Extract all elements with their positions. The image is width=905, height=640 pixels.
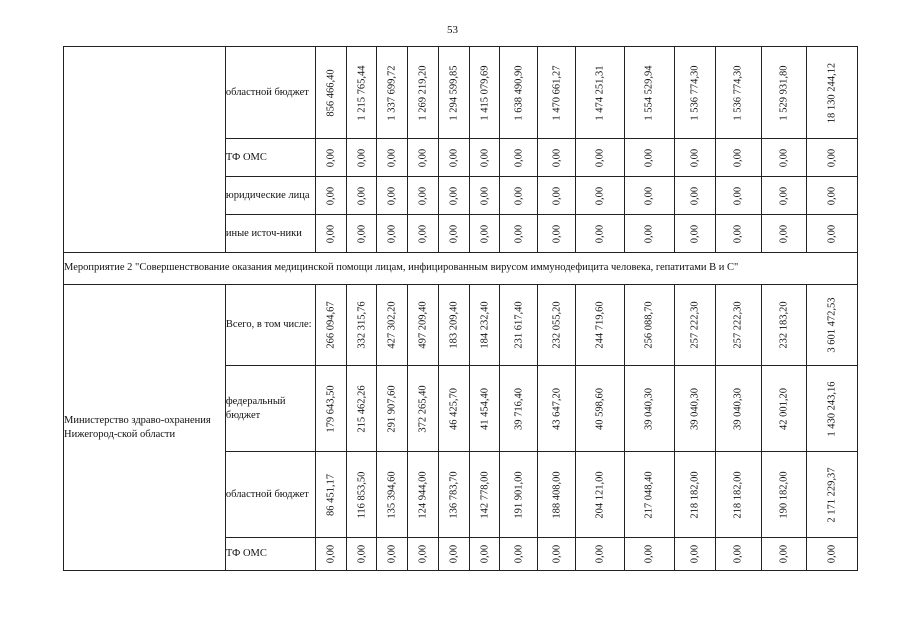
amount-value: 0,00 (356, 186, 368, 205)
amount-cell (346, 215, 377, 253)
amount-value: 135 394,60 (386, 470, 398, 519)
amount-value: 1 536 774,30 (689, 64, 701, 121)
funding-source-cell: областной бюджет (225, 452, 315, 538)
funding-source-cell: федеральный бюджет (225, 366, 315, 452)
amount-value: 0,00 (417, 148, 429, 167)
amount-cell (438, 177, 469, 215)
amount-cell (469, 177, 500, 215)
amount-cell (500, 452, 538, 538)
amount-cell (806, 366, 857, 452)
amount-cell (316, 452, 347, 538)
amount-value: 257 222,30 (732, 301, 744, 349)
amount-cell (538, 285, 576, 366)
amount-value: 0,00 (417, 544, 429, 564)
amount-cell (500, 177, 538, 215)
funding-source-cell: Всего, в том числе: (225, 285, 315, 366)
amount-cell (408, 285, 439, 366)
amount-value: 0,00 (325, 186, 337, 205)
amount-value: 0,00 (778, 224, 790, 243)
amount-value: 188 408,00 (551, 470, 563, 519)
amount-value: 136 783,70 (448, 470, 460, 519)
amount-value: 0,00 (417, 224, 429, 243)
amount-cell (438, 47, 469, 139)
amount-value: 1 430 243,16 (826, 380, 838, 437)
amount-cell (715, 538, 761, 571)
amount-value: 0,00 (325, 544, 337, 564)
amount-cell (761, 139, 806, 177)
amount-cell (500, 285, 538, 366)
amount-cell (408, 538, 439, 571)
amount-cell (469, 538, 500, 571)
amount-value: 1 294 599,85 (448, 64, 460, 121)
amount-value: 42 001,20 (778, 387, 790, 430)
amount-cell (674, 47, 715, 139)
amount-value: 0,00 (513, 186, 525, 205)
amount-cell (576, 177, 625, 215)
amount-cell (408, 47, 439, 139)
amount-value: 3 601 472,53 (826, 297, 838, 353)
amount-value: 39 040,30 (643, 387, 655, 430)
amount-value: 39 716,40 (513, 387, 525, 430)
amount-cell (438, 215, 469, 253)
amount-value: 0,00 (386, 544, 398, 564)
amount-cell (469, 285, 500, 366)
amount-value: 0,00 (643, 148, 655, 167)
amount-value: 256 088,70 (643, 301, 655, 349)
amount-value: 0,00 (479, 186, 491, 205)
amount-value: 0,00 (356, 544, 368, 564)
amount-value: 0,00 (551, 544, 563, 564)
amount-cell (316, 215, 347, 253)
amount-value: 0,00 (386, 148, 398, 167)
amount-cell (408, 139, 439, 177)
amount-value: 291 907,60 (386, 384, 398, 433)
amount-cell (500, 139, 538, 177)
amount-cell (715, 47, 761, 139)
amount-cell (806, 139, 857, 177)
amount-value: 1 638 490,90 (513, 64, 525, 121)
amount-value: 183 209,40 (448, 301, 460, 349)
amount-value: 0,00 (594, 186, 606, 205)
amount-value: 1 529 931,80 (778, 64, 790, 121)
amount-cell (408, 177, 439, 215)
amount-value: 46 425,70 (448, 387, 460, 430)
amount-value: 0,00 (551, 224, 563, 243)
amount-cell (438, 452, 469, 538)
amount-cell (500, 215, 538, 253)
amount-cell (538, 47, 576, 139)
amount-value: 0,00 (386, 186, 398, 205)
amount-cell (408, 215, 439, 253)
amount-cell (408, 452, 439, 538)
amount-value: 0,00 (325, 224, 337, 243)
amount-value: 0,00 (732, 544, 744, 564)
amount-cell (674, 452, 715, 538)
amount-cell (674, 285, 715, 366)
amount-value: 43 647,20 (551, 387, 563, 430)
amount-value: 0,00 (513, 544, 525, 564)
amount-cell (438, 538, 469, 571)
amount-value: 0,00 (826, 148, 838, 167)
amount-cell (715, 139, 761, 177)
amount-value: 0,00 (479, 544, 491, 564)
amount-cell (377, 215, 408, 253)
amount-cell (576, 215, 625, 253)
amount-cell (576, 366, 625, 452)
amount-value: 0,00 (448, 544, 460, 564)
amount-cell (377, 47, 408, 139)
amount-cell (346, 538, 377, 571)
amount-value: 0,00 (448, 186, 460, 205)
amount-cell (715, 285, 761, 366)
amount-value: 0,00 (356, 148, 368, 167)
budget-table (63, 46, 858, 571)
funding-source-cell: юридические лица (225, 177, 315, 215)
amount-value: 231 617,40 (513, 301, 525, 349)
amount-value: 0,00 (826, 224, 838, 243)
page-number: 53 (447, 24, 458, 36)
amount-cell (715, 177, 761, 215)
amount-cell (625, 538, 674, 571)
amount-cell (538, 366, 576, 452)
amount-value: 0,00 (594, 544, 606, 564)
amount-value: 0,00 (826, 186, 838, 205)
amount-value: 142 778,00 (479, 470, 491, 519)
amount-cell (576, 47, 625, 139)
amount-cell (625, 215, 674, 253)
amount-value: 1 474 251,31 (594, 64, 606, 121)
amount-cell (674, 215, 715, 253)
amount-value: 0,00 (448, 148, 460, 167)
amount-cell (408, 366, 439, 452)
amount-cell (625, 177, 674, 215)
amount-value: 191 901,00 (513, 470, 525, 519)
amount-cell (316, 366, 347, 452)
amount-value: 0,00 (778, 544, 790, 564)
funding-source-cell: иные источ-ники (225, 215, 315, 253)
amount-cell (806, 215, 857, 253)
amount-value: 1 536 774,30 (732, 64, 744, 121)
event-row (64, 253, 858, 285)
amount-cell (576, 452, 625, 538)
amount-value: 0,00 (594, 148, 606, 167)
amount-cell (625, 47, 674, 139)
amount-value: 18 130 244,12 (826, 62, 838, 123)
amount-value: 0,00 (643, 544, 655, 564)
amount-cell (674, 538, 715, 571)
amount-cell (715, 366, 761, 452)
amount-value: 0,00 (689, 544, 701, 564)
amount-value: 1 415 079,69 (479, 64, 491, 121)
amount-cell (500, 538, 538, 571)
amount-cell (761, 177, 806, 215)
amount-cell (316, 47, 347, 139)
amount-value: 1 337 699,72 (386, 64, 398, 121)
amount-cell (761, 285, 806, 366)
amount-value: 0,00 (386, 224, 398, 243)
amount-cell (346, 366, 377, 452)
amount-cell (346, 139, 377, 177)
amount-value: 0,00 (513, 224, 525, 243)
amount-value: 204 121,00 (594, 470, 606, 519)
funding-source-cell: ТФ ОМС (225, 538, 315, 571)
amount-cell (377, 285, 408, 366)
table-row (64, 47, 858, 139)
responsible-executor-cell: Министерство здраво-охранения Нижегород-ской области (64, 285, 226, 571)
amount-value: 40 598,60 (594, 387, 606, 430)
amount-value: 179 643,50 (325, 384, 337, 433)
amount-cell (469, 139, 500, 177)
amount-value: 244 719,60 (594, 301, 606, 349)
amount-cell (346, 285, 377, 366)
amount-value: 1 470 661,27 (551, 64, 563, 121)
amount-cell (761, 452, 806, 538)
amount-value: 0,00 (778, 148, 790, 167)
amount-cell (625, 285, 674, 366)
amount-value: 1 554 529,94 (643, 64, 655, 121)
amount-cell (346, 452, 377, 538)
amount-cell (316, 538, 347, 571)
amount-value: 0,00 (594, 224, 606, 243)
amount-value: 2 171 229,37 (826, 466, 838, 523)
amount-cell (438, 366, 469, 452)
amount-cell (500, 366, 538, 452)
amount-cell (538, 215, 576, 253)
responsible-executor-cell (64, 47, 226, 253)
amount-value: 497 209,40 (417, 301, 429, 349)
amount-value: 0,00 (325, 148, 337, 167)
amount-cell (377, 538, 408, 571)
amount-value: 0,00 (826, 544, 838, 564)
amount-cell (438, 139, 469, 177)
amount-cell (625, 366, 674, 452)
amount-cell (576, 285, 625, 366)
table-row (64, 285, 858, 366)
amount-value: 0,00 (778, 186, 790, 205)
amount-value: 0,00 (417, 186, 429, 205)
amount-value: 0,00 (643, 186, 655, 205)
amount-value: 0,00 (732, 224, 744, 243)
amount-cell (469, 452, 500, 538)
amount-cell (316, 177, 347, 215)
amount-value: 190 182,00 (778, 470, 790, 519)
amount-value: 427 302,20 (386, 301, 398, 349)
amount-value: 0,00 (732, 186, 744, 205)
amount-value: 116 853,50 (356, 471, 368, 518)
amount-cell (806, 177, 857, 215)
amount-cell (469, 47, 500, 139)
amount-value: 39 040,30 (689, 387, 701, 430)
amount-cell (625, 139, 674, 177)
amount-cell (538, 452, 576, 538)
amount-value: 0,00 (513, 148, 525, 167)
amount-cell (761, 47, 806, 139)
amount-cell (761, 366, 806, 452)
amount-value: 0,00 (356, 224, 368, 243)
amount-value: 372 265,40 (417, 384, 429, 433)
amount-value: 0,00 (479, 224, 491, 243)
event-title: Мероприятие 2 "Совершенствование оказания медицинской помощи лицам, инфицированным вирусом иммунодефицита человека, гепатитами В и С" (64, 253, 858, 285)
amount-value: 124 944,00 (417, 470, 429, 519)
amount-cell (538, 538, 576, 571)
amount-value: 0,00 (643, 224, 655, 243)
amount-cell (806, 452, 857, 538)
amount-cell (538, 177, 576, 215)
amount-value: 856 466,40 (325, 68, 337, 117)
funding-source-cell: областной бюджет (225, 47, 315, 139)
amount-value: 0,00 (689, 186, 701, 205)
amount-value: 39 040,30 (732, 387, 744, 430)
amount-value: 0,00 (689, 148, 701, 167)
amount-value: 184 232,40 (479, 301, 491, 349)
amount-cell (346, 177, 377, 215)
amount-cell (674, 366, 715, 452)
amount-value: 1 215 765,44 (356, 64, 368, 121)
amount-cell (761, 215, 806, 253)
amount-cell (316, 285, 347, 366)
amount-cell (715, 452, 761, 538)
amount-cell (576, 538, 625, 571)
amount-value: 0,00 (689, 224, 701, 243)
amount-cell (469, 215, 500, 253)
amount-cell (674, 177, 715, 215)
amount-cell (377, 366, 408, 452)
funding-source-cell: ТФ ОМС (225, 139, 315, 177)
amount-cell (538, 139, 576, 177)
amount-cell (576, 139, 625, 177)
amount-value: 332 315,76 (356, 301, 368, 349)
amount-cell (625, 452, 674, 538)
amount-value: 0,00 (479, 148, 491, 167)
amount-cell (316, 139, 347, 177)
amount-value: 1 269 219,20 (417, 64, 429, 121)
amount-value: 0,00 (448, 224, 460, 243)
amount-value: 86 451,17 (325, 473, 337, 516)
amount-value: 266 094,67 (325, 301, 337, 349)
amount-cell (377, 177, 408, 215)
amount-value: 217 048,40 (643, 470, 655, 519)
amount-cell (346, 47, 377, 139)
amount-value: 41 454,40 (479, 387, 491, 430)
amount-value: 218 182,00 (689, 470, 701, 519)
amount-value: 0,00 (551, 148, 563, 167)
amount-cell (761, 538, 806, 571)
amount-cell (806, 47, 857, 139)
amount-value: 0,00 (551, 186, 563, 205)
amount-cell (438, 285, 469, 366)
amount-value: 257 222,30 (689, 301, 701, 349)
amount-cell (806, 285, 857, 366)
amount-value: 232 055,20 (551, 301, 563, 349)
amount-cell (469, 366, 500, 452)
amount-value: 232 183,20 (778, 301, 790, 349)
amount-cell (377, 452, 408, 538)
amount-value: 218 182,00 (732, 470, 744, 519)
amount-cell (377, 139, 408, 177)
amount-cell (806, 538, 857, 571)
amount-cell (715, 215, 761, 253)
amount-value: 215 462,26 (356, 384, 368, 433)
amount-cell (500, 47, 538, 139)
amount-value: 0,00 (732, 148, 744, 167)
amount-cell (674, 139, 715, 177)
